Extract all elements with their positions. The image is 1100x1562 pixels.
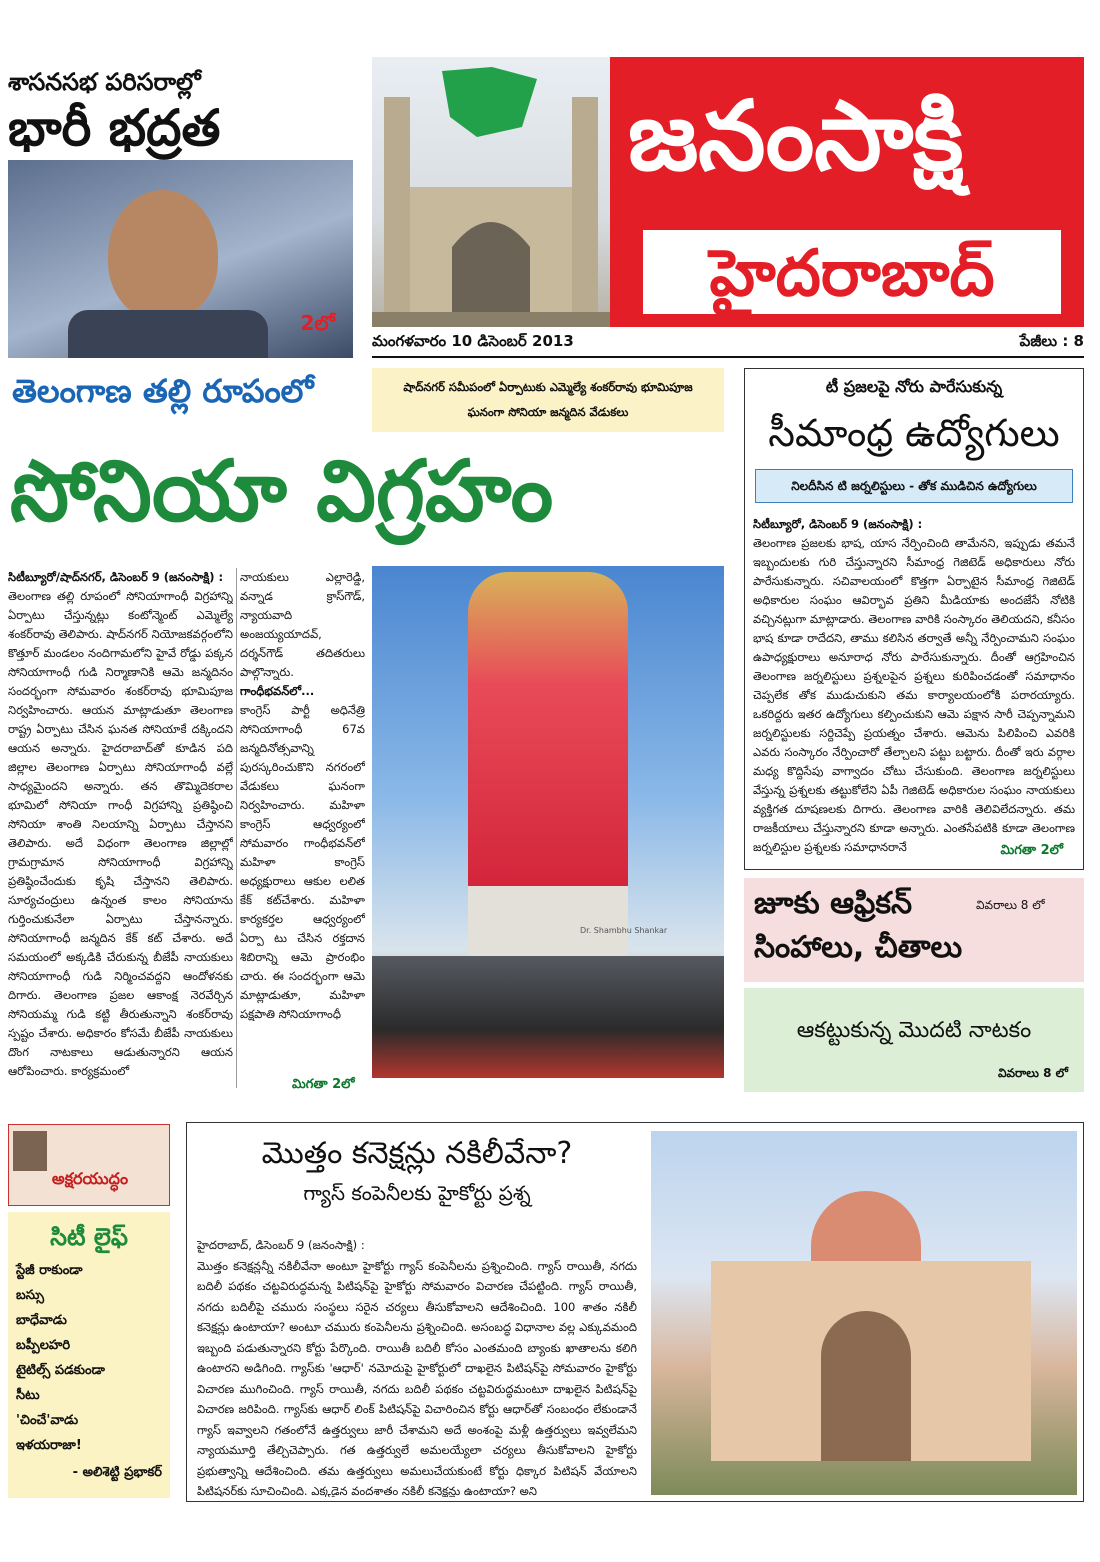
issue-date: మంగళవారం 10 డిసెంబర్ 2013 — [372, 332, 574, 350]
gas-body: మొత్తం కనెక్షన్లన్నీ నకిలీవేనా అంటూ హైకోర్టు గ్యాస్ కంపెనీలను ప్రశ్నించింది. గ్యాస్ రాయితీ, నగదు బదిలీ పథకం చట్టవిరుద్ధమన్న పిటిషన్‌పై హైకోర్టు సోమవారం విచారణ చేపట్టింది. గ్యాస్ రాయితీ, నగదు బదిలీపై చమురు సంస్థలు సరైన చర్యలు తీసుకోవాలని ఆదేశించింది. 100 శాతం నకిలీ కనెక్షన్లు ఉంటాయా? అంటూ చమురు కంపెనీలను ప్రశ్నించింది. అసంబద్ధ విధానాల వల్ల ఎక్కువమంది ఇబ్బంది పడుతున్నారని కోర్టు పేర్కొంది. రాయితీ బదిలీ కోసం ఎంతమంది బ్యాంకు ఖాతాలను కలిగి ఉంటారని అడిగింది. గ్యాస్‌కు 'ఆధార్' నమోదుపై హైకోర్టులో దాఖలైన పిటిషన్‌పై సోమవారం హైకోర్టు విచారణ ముగించింది. గ్యాస్ రాయితీ, నగదు బదిలీ పథకం చట్టవిరుద్ధమంటూ దాఖలైన పిటిషన్‌పై విచారణ జరిపింది. గ్యాస్‌కు ఆధార్ లింక్ పిటిషన్‌పై విచారించిన కోర్టు ఆధార్‌తో సంబంధం లేకుండానే గ్యాస్ ఇవ్వాలని గతంలోనే ఉత్తర్వులు జారీ చేశామని అదే అంశంపై మళ్లీ ఉత్తర్వులు ఇవ్వలేమని న్యాయమూర్తి తేల్చిచెప్పారు. గత ఉత్తర్వులే అమలయ్యేలా చర్యలు తీసుకోవాలని హైకోర్టు ప్రభుత్వాన్ని ఆదేశించింది. తమ ఉత్తర్వులు అమలుచేయకుంటే కోర్టు ధిక్కార పిటిషన్ వేయాలని పిటిషనర్‌కు సూచించింది. ఎక్కడైన వందశాతం నకిలీ కనెక్షన్లు ఉంటాయా? అని — [197, 1258, 637, 1497]
lead-body-2a: నాయకులు ఎల్లారెడ్డి, వన్నాడ క్రాస్‌గౌడ్, న్యాయవాది అంజయ్యయాదవ్, దర్శన్‌గౌడ్ తదితరులు పాల్గొన్నారు. — [240, 570, 365, 679]
drama-headline: ఆకట్టుకున్న మొదటి నాటకం — [796, 1018, 1032, 1043]
lead-subsection-title: గాంధీభవన్‌లో... — [240, 684, 315, 698]
banner-figure — [468, 572, 628, 892]
gas-dateline: హైదరాబాద్, డిసెంబర్ 9 (జనంసాక్షి) : — [197, 1238, 365, 1252]
security-kicker: శాసనసభ పరిసరాల్లో — [8, 68, 201, 96]
seemandhra-body-block — [753, 515, 1075, 855]
gas-story — [186, 1122, 1084, 1502]
security-story — [8, 68, 353, 358]
photo-page-ref: 2లో — [300, 311, 335, 335]
lead-column-2 — [240, 568, 365, 1088]
drama-detail: వివరాలు 8 లో — [997, 1066, 1068, 1080]
city-life-box — [8, 1212, 170, 1498]
lead-subheads-box — [372, 368, 724, 432]
poem-author: - అలిశెట్టి ప్రభాకర్ — [72, 1465, 162, 1480]
lead-headline: సోనియా విగ్రహం — [10, 442, 554, 540]
lead-subhead-1: షాద్‌నగర్ సమీపంలో ఏర్పాటుకు ఎమ్మెల్యే శంకర్‌రావు భూమిపూజ — [403, 380, 693, 394]
seemandhra-dateline: సిటీబ్యూరో, డిసెంబర్ 9 (జనంసాక్షి) : — [753, 517, 923, 531]
seemandhra-subhead: నిలదీసిన టి జర్నలిస్టులు - తోక ముడిచిన ఉద్యోగులు — [791, 479, 1037, 493]
masthead — [372, 57, 1084, 327]
zoo-line-1: జూకు ఆఫ్రికన్ — [754, 886, 913, 921]
poem-line-4: బప్పీలహరి — [16, 1338, 71, 1353]
lead-body-1: తెలంగాణ తల్లి రూపంలో సోనియాగాంధీ విగ్రహాన్ని ఏర్పాటు చేస్తున్నట్లు కంటోన్మెంట్ ఎమ్మెల్యే శంకర్‌రావు తెలిపారు. షాద్‌నగర్ నియోజకవర్గంలోని కొత్తూర్ మండలం నందిగామలోని హైవే రోడ్డు పక్కన సోనియాగాంధీ గుడి నిర్మాణానికి ఆమె జన్మదినం సందర్భంగా సోమవారం శంకర్‌రావు భూమిపూజ నిర్వహించారు. ఆయన మాట్లాడుతూ తెలంగాణ రాష్ట్ర ఏర్పాటు చేసిన ఘనత సోనియాకే దక్కిందని ఆయన అన్నారు. హైదరాబాద్‌తో కూడిన పది జిల్లాల తెలంగాణ ఏర్పాటు సోనియాగాంధీ వల్లే సాధ్యమైందని అన్నారు. తన తొమ్మిదెకరాల భూమిలో సోనియా గాంధీ విగ్రహాన్ని ప్రతిష్ఠించి సోనియా శాంతి నిలయాన్ని ఏర్పాటు చేస్తానని తెలిపారు. అదే విధంగా తెలంగాణ జిల్లాల్లో గ్రామగ్రామాన సోనియాగాంధీ విగ్రహాన్ని ప్రతిష్ఠించేందుకు కృషి చేస్తానని తెలిపారు. సూర్యచంద్రులు ఉన్నంత కాలం సోనియాను గుర్తించుకునేలా ఏర్పాటు చేస్తానన్నారు. సోనియాగాంధీ జన్మదిన కేక్ కట్ చేశారు. అదే సమయంలో అక్కడికి చేరుకున్న బీజేపీ నాయకులు సోనియాగాంధీ గుడి నిర్మించవద్దని ఆందోళనకు దిగారు. తెలంగాణ ప్రజల ఆకాంక్ష నెరవేర్చిన సోనియమ్మ గుడి కట్టి తీరుతున్నాని శంకర్‌రావు స్పష్టం చేశారు. అధికారం కోసమే బీజేపీ నాయకులు దొంగ నాటకాలు ఆడుతున్నారని ఆయన ఆరోపించారు. కార్యక్రమంలో — [8, 589, 233, 1078]
seemandhra-headline: సీమాంధ్ర ఉద్యోగులు — [768, 411, 1060, 455]
poem-line-6: సీటు — [16, 1388, 40, 1403]
poem-line-2: బస్సు — [16, 1288, 45, 1303]
edition-box — [640, 227, 1064, 317]
newspaper-name: జనంసాక్షి — [628, 80, 964, 192]
lead-kicker: తెలంగాణ తల్లి రూపంలో — [12, 372, 314, 410]
poem-line-8: ఇళయరాజా! — [16, 1438, 82, 1453]
charminar-image — [372, 57, 610, 327]
gas-headline: మొత్తం కనెక్షన్లు నకిలీవేనా? — [261, 1136, 573, 1171]
banner-portraits — [468, 886, 628, 956]
lead-dateline: సిటీబ్యూరో/షాద్‌నగర్, డిసెంబర్ 9 (జనంసాక్షి) : — [8, 570, 224, 584]
column-banner — [8, 1124, 170, 1206]
page-count: పేజీలు : 8 — [1019, 332, 1084, 350]
poem-line-5: టైటిల్స్ పడకుండా — [16, 1363, 105, 1378]
lead-column-1 — [8, 568, 233, 1088]
poem-line-3: బాధేవాడు — [16, 1313, 67, 1328]
drama-teaser — [744, 988, 1084, 1092]
masthead-rule — [372, 356, 1084, 358]
police-officer-photo — [8, 160, 353, 358]
edition-name: హైదరాబాద్ — [709, 237, 995, 311]
column-divider — [236, 568, 237, 1088]
court-arch — [821, 1311, 911, 1461]
banner-caption: Dr. Shambhu Shankar — [580, 926, 668, 935]
seemandhra-subhead-box — [755, 469, 1073, 503]
columnist-photo — [13, 1131, 47, 1171]
sonia-banner-photo — [372, 566, 724, 1078]
crowd — [372, 956, 724, 1078]
lead-subhead-2: ఘనంగా సోనియా జన్మదిన వేడుకలు — [467, 405, 629, 419]
gas-body-block — [197, 1235, 637, 1497]
zoo-line-2: సింహాలు, చీతాలు — [754, 930, 963, 965]
seemandhra-continued: మిగతా 2లో — [1000, 843, 1063, 858]
seemandhra-story — [744, 368, 1084, 870]
poem-line-7: 'చించే'వాడు — [16, 1413, 79, 1428]
dateline-bar — [372, 330, 1084, 356]
high-court-photo — [651, 1131, 1077, 1495]
gas-subhead: గ్యాస్ కంపెనీలకు హైకోర్టు ప్రశ్న — [303, 1181, 531, 1205]
masthead-red-panel — [610, 57, 1084, 327]
lead-body-2b: కాంగ్రెస్ పార్టీ అధినేత్రి సోనియాగాంధీ 67వ జన్మదినోత్సవాన్ని పురస్కరించుకొని నగరంలో వేడుకలు ఘనంగా నిర్వహించారు. మహిళా కాంగ్రెస్ ఆధ్వర్యంలో సోమవారం గాంధీభవన్‌లో మహిళా కాంగ్రెస్ అధ్యక్షురాలు ఆకుల లలిత కేక్ కట్‌చేశారు. మహిళా కార్యకర్తల ఆధ్వర్యంలో ఏర్పా టు చేసిన రక్తదాన శిబిరాన్ని ఆమె ప్రారంభిం చారు. ఈ సందర్భంగా ఆమె మాట్లాడుతూ, మహిళా పక్షపాతి సోనియాగాంధీ — [240, 703, 365, 1021]
poem-line-1: స్టేజీ రాకుండా — [16, 1263, 83, 1278]
charminar-icon — [372, 57, 610, 327]
seemandhra-kicker: టీ ప్రజలపై నోరు పారేసుకున్న — [825, 377, 1003, 396]
seemandhra-body: తెలంగాణ ప్రజలకు భాష, యాస నేర్పించింది తామేనని, ఇప్పుడు తమనే ఇబ్బందులకు గురి చేస్తున్నారని సీమాంధ్ర గెజిటెడ్ అధికారులు నోరు పారేసుకున్నారు. సచివాలయంలో కొత్తగా ఏర్పాటైన సీమాంధ్ర గెజిటెడ్ అధికారుల సంఘం ఆవిర్భావ ప్రతిని మీడియాకు అందజేసే నోటికి వచ్చినట్లుగా మాట్లాడారు. తెలంగాణ వారికి సంస్కారం తెలియదని, కనీసం భాష కూడా రాదేదని, తాము కలిసిన తర్వాతే అన్నీ నేర్పించామని సంఘం ఉపాధ్యక్షురాలు అనూరాధ నోరు పారేసుకున్నారు. దీంతో ఆగ్రహించిన తెలంగాణ జర్నలిస్టులు ప్రశ్నలపైన ప్రశ్నలు కురిపించడంతో సమాధానం చెప్పలేక తోక ముడుచుకుని తమ కార్యాలయంలోకి పరారయ్యారు. ఒకరిద్దరు ఇతర ఉద్యోగులు కల్పించుకుని ఆమె పక్షాన సారీ చెప్పన్నామని జర్నలిస్టులకు సర్దిచెప్పే ప్రయత్నం చేశారు. ఆమెను పిలిపించి ఎవరికి ఎవరు సంస్కారం నేర్పించారో తేల్చాలని పట్టు బట్టారు. దీంతో ఇరు వర్గాల మధ్య కొద్దిసేపు వాగ్వాదం చోటు చేసుకుంది. తెలంగాణ జర్నలిస్టులు వేస్తున్న ప్రశ్నలకు తట్టుకోలేని ఏపీ గెజిటెడ్ అధికారుల సంఘం నాయకులు వ్యక్తిగత దూషణలకు దిగారు. తెలంగాణ వారికి తెలివిలేదన్నారు. తమ రాజకీయాలు చేస్తున్నారని కూడా అన్నారు. ఎంతసేపటికి కూడా తెలంగాణ జర్నలిస్టుల ప్రశ్నలకు సమాధానరానే — [753, 536, 1075, 854]
security-headline: భారీ భద్రత — [8, 99, 221, 157]
column-title: అక్షరయుద్ధం — [51, 1169, 129, 1188]
zoo-detail: వివరాలు 8 లో — [976, 898, 1045, 912]
zoo-teaser — [744, 878, 1084, 982]
lead-continued: మిగతా 2లో — [292, 1077, 355, 1092]
city-life-heading: సిటీ లైఫ్ — [50, 1223, 128, 1251]
court-dome — [811, 1191, 921, 1261]
